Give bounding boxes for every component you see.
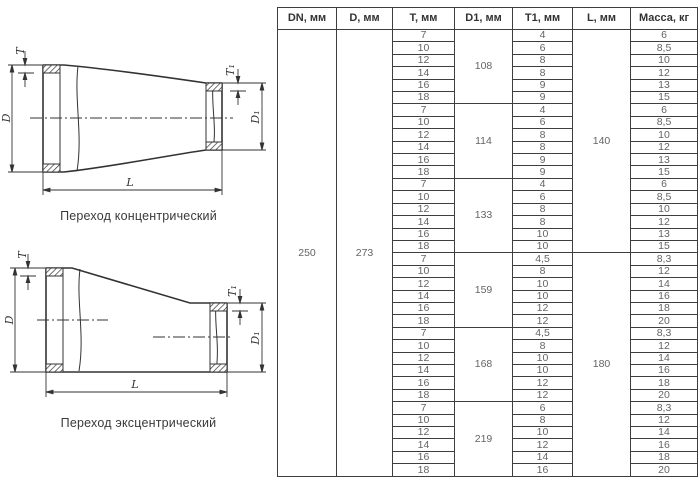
concentric-caption: Переход концентрический	[60, 209, 217, 223]
mass-cell: 8,5	[631, 42, 698, 54]
t-cell: 14	[393, 216, 455, 228]
mass-cell: 14	[631, 352, 698, 364]
t-cell: 14	[393, 141, 455, 153]
t-cell: 12	[393, 352, 455, 364]
dim-label-l: L	[126, 176, 134, 189]
d-cell: 273	[337, 30, 393, 477]
t1-cell: 12	[513, 389, 573, 401]
spec-table-body	[278, 30, 698, 477]
t1-cell: 10	[513, 364, 573, 376]
t1-cell: 4	[513, 30, 573, 42]
t-cell: 14	[393, 364, 455, 376]
mass-cell: 6	[631, 104, 698, 116]
d1-cell: 219	[455, 402, 513, 477]
t1-cell: 9	[513, 166, 573, 178]
eccentric-caption: Переход эксцентрический	[60, 416, 217, 430]
t-cell: 16	[393, 451, 455, 463]
mass-cell: 16	[631, 290, 698, 302]
t1-cell: 8	[513, 141, 573, 153]
t1-cell: 12	[513, 439, 573, 451]
d1-cell: 168	[455, 327, 513, 401]
d1-cell: 159	[455, 253, 513, 327]
mass-cell: 18	[631, 451, 698, 463]
mass-cell: 8,5	[631, 191, 698, 203]
t-cell: 18	[393, 240, 455, 252]
mass-cell: 18	[631, 302, 698, 314]
t1-cell: 9	[513, 154, 573, 166]
t-cell: 7	[393, 30, 455, 42]
t-cell: 7	[393, 402, 455, 414]
t-cell: 18	[393, 389, 455, 401]
header-d1: D1, мм	[455, 8, 513, 30]
mass-cell: 13	[631, 79, 698, 91]
mass-cell: 20	[631, 315, 698, 327]
t1-cell: 6	[513, 42, 573, 54]
t1-cell: 8	[513, 340, 573, 352]
mass-cell: 10	[631, 203, 698, 215]
t1-cell: 10	[513, 240, 573, 252]
mass-cell: 16	[631, 439, 698, 451]
mass-cell: 13	[631, 228, 698, 240]
mass-cell: 13	[631, 154, 698, 166]
header-dn: DN, мм	[278, 8, 337, 30]
mass-cell: 16	[631, 364, 698, 376]
t-cell: 16	[393, 79, 455, 91]
t1-cell: 12	[513, 302, 573, 314]
mass-cell: 14	[631, 427, 698, 439]
t1-cell: 8	[513, 265, 573, 277]
t1-cell: 6	[513, 191, 573, 203]
t1-cell: 10	[513, 278, 573, 290]
t1-cell: 4,5	[513, 327, 573, 339]
t-cell: 16	[393, 228, 455, 240]
dim-label-d1: D₁	[249, 110, 262, 124]
dim-label-d1: D₁	[249, 331, 262, 345]
t1-cell: 4	[513, 104, 573, 116]
mass-cell: 12	[631, 340, 698, 352]
mass-cell: 8,5	[631, 116, 698, 128]
spec-table-wrap	[277, 7, 697, 477]
t1-cell: 8	[513, 216, 573, 228]
t1-cell: 8	[513, 67, 573, 79]
mass-cell: 20	[631, 464, 698, 477]
break-line	[213, 84, 215, 149]
t-cell: 10	[393, 414, 455, 426]
mass-cell: 10	[631, 54, 698, 66]
dim-label-d: D	[0, 113, 13, 123]
t-cell: 12	[393, 54, 455, 66]
t-cell: 18	[393, 464, 455, 477]
t-cell: 18	[393, 166, 455, 178]
diagram-panel	[0, 0, 277, 483]
header-mass: Масса, кг	[631, 8, 698, 30]
mass-cell: 15	[631, 240, 698, 252]
t-cell: 7	[393, 327, 455, 339]
header-t1: T1, мм	[513, 8, 573, 30]
t-cell: 10	[393, 116, 455, 128]
t1-cell: 8	[513, 54, 573, 66]
t-cell: 18	[393, 315, 455, 327]
t1-cell: 14	[513, 451, 573, 463]
mass-cell: 12	[631, 414, 698, 426]
t-cell: 7	[393, 104, 455, 116]
l-cell: 180	[573, 253, 631, 477]
t1-cell: 4	[513, 178, 573, 190]
t-cell: 12	[393, 278, 455, 290]
mass-cell: 15	[631, 92, 698, 104]
t-cell: 14	[393, 290, 455, 302]
dim-label-t1: T₁	[224, 64, 237, 76]
d1-cell: 114	[455, 104, 513, 178]
t-cell: 14	[393, 67, 455, 79]
t1-cell: 8	[513, 129, 573, 141]
t-cell: 14	[393, 439, 455, 451]
break-line	[77, 66, 79, 171]
t-cell: 7	[393, 253, 455, 265]
mass-cell: 8,3	[631, 402, 698, 414]
t1-cell: 10	[513, 228, 573, 240]
t1-cell: 4,5	[513, 253, 573, 265]
reducer-outline	[43, 65, 222, 172]
dim-label-d: D	[3, 315, 16, 325]
mass-cell: 12	[631, 265, 698, 277]
mass-cell: 6	[631, 30, 698, 42]
d1-cell: 133	[455, 178, 513, 252]
t1-cell: 12	[513, 315, 573, 327]
t1-cell: 9	[513, 79, 573, 91]
t1-cell: 10	[513, 427, 573, 439]
dim-label-t: T	[16, 251, 29, 259]
mass-cell: 12	[631, 216, 698, 228]
mass-cell: 14	[631, 278, 698, 290]
t-cell: 10	[393, 265, 455, 277]
spec-table	[277, 7, 698, 477]
t1-cell: 6	[513, 116, 573, 128]
l-cell: 140	[573, 30, 631, 253]
t-cell: 10	[393, 340, 455, 352]
mass-cell: 18	[631, 377, 698, 389]
break-line	[216, 304, 218, 371]
mass-cell: 15	[631, 166, 698, 178]
dim-label-t1: T₁	[226, 285, 239, 297]
t-cell: 18	[393, 92, 455, 104]
t-cell: 12	[393, 203, 455, 215]
t-cell: 12	[393, 129, 455, 141]
concentric-reducer-drawing	[0, 20, 277, 200]
header-l: L, мм	[573, 8, 631, 30]
table-row	[278, 30, 698, 42]
t1-cell: 10	[513, 352, 573, 364]
mass-cell: 12	[631, 141, 698, 153]
header-d: D, мм	[337, 8, 393, 30]
t1-cell: 9	[513, 92, 573, 104]
t-cell: 12	[393, 427, 455, 439]
eccentric-reducer-drawing	[0, 245, 277, 410]
header-t: T, мм	[393, 8, 455, 30]
t-cell: 10	[393, 42, 455, 54]
mass-cell: 8,3	[631, 253, 698, 265]
table-header-row	[278, 8, 698, 30]
dim-label-l: L	[131, 378, 139, 391]
mass-cell: 10	[631, 129, 698, 141]
t1-cell: 10	[513, 290, 573, 302]
mass-cell: 6	[631, 178, 698, 190]
t1-cell: 8	[513, 203, 573, 215]
mass-cell: 20	[631, 389, 698, 401]
t-cell: 16	[393, 377, 455, 389]
d1-cell: 108	[455, 30, 513, 104]
dim-label-t: T	[14, 47, 27, 55]
t1-cell: 8	[513, 414, 573, 426]
dn-cell: 250	[278, 30, 337, 477]
mass-cell: 8,3	[631, 327, 698, 339]
t-cell: 16	[393, 154, 455, 166]
t1-cell: 6	[513, 402, 573, 414]
t-cell: 10	[393, 191, 455, 203]
t-cell: 7	[393, 178, 455, 190]
t1-cell: 12	[513, 377, 573, 389]
t1-cell: 16	[513, 464, 573, 477]
mass-cell: 12	[631, 67, 698, 79]
t-cell: 16	[393, 302, 455, 314]
